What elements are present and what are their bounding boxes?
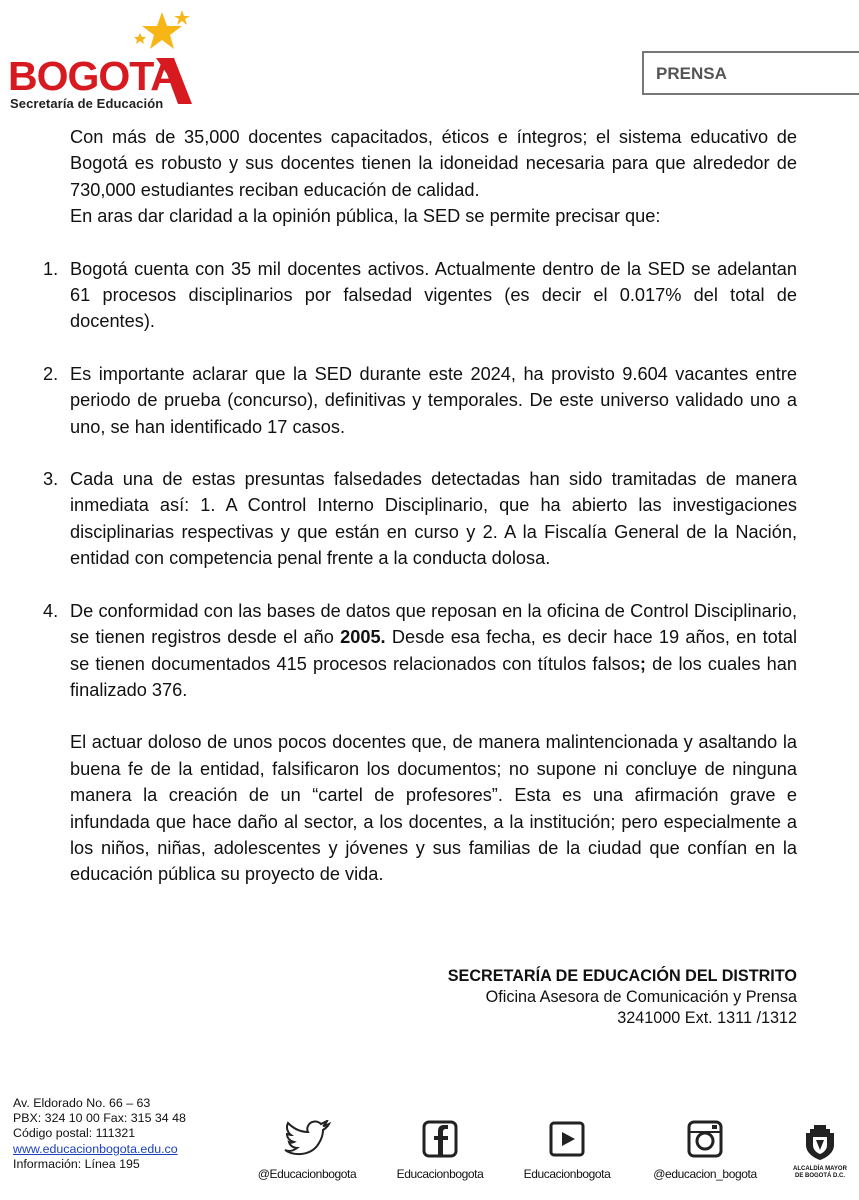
facebook-icon xyxy=(420,1120,460,1160)
instagram-icon xyxy=(685,1120,725,1160)
twitter-bird-icon xyxy=(279,1120,335,1160)
list-number: 2. xyxy=(43,363,59,384)
footer-phones: PBX: 324 10 00 Fax: 315 34 48 xyxy=(13,1111,186,1126)
social-label: @educacion_bogota xyxy=(653,1167,757,1181)
signature-block xyxy=(448,966,797,1029)
social-instagram[interactable] xyxy=(645,1120,765,1181)
footer-address: Av. Eldorado No. 66 – 63 xyxy=(13,1096,151,1110)
social-facebook[interactable] xyxy=(385,1120,495,1181)
signature-phone: 3241000 Ext. 1311 /1312 xyxy=(617,1009,797,1027)
intro-statement: En aras dar claridad a la opinión pública, la SED se permite precisar que: xyxy=(70,206,661,227)
social-label: Educacionbogota xyxy=(396,1167,484,1181)
list-item xyxy=(43,466,797,572)
section-label-box xyxy=(642,51,859,95)
bold-semicolon: ; xyxy=(639,653,646,674)
bogota-logo xyxy=(6,8,196,112)
signature-org: SECRETARÍA DE EDUCACIÓN DEL DISTRITO xyxy=(447,967,797,985)
list-item-text xyxy=(70,598,797,704)
crest-label: ALCALDÍA MAYOR xyxy=(793,1166,847,1172)
text-segment: De conformidad con las bases de datos que reposan en la oficina de Control Disciplinario, se tienen registros desde el año xyxy=(70,600,797,648)
footer-info: Información: Línea 195 xyxy=(13,1156,140,1171)
logo-wordmark: BOGOTA xyxy=(8,53,179,99)
list-number: 4. xyxy=(43,600,59,621)
list-number: 3. xyxy=(43,469,59,490)
logo-subtitle: Secretaría de Educación xyxy=(10,96,164,111)
social-label: @Educacionbogota xyxy=(257,1167,357,1181)
footer-website-link[interactable]: www.educacionbogota.edu.co xyxy=(13,1141,178,1156)
footer-postal: Código postal: 111321 xyxy=(13,1126,136,1141)
list-item xyxy=(43,256,797,335)
bold-year: 2005. xyxy=(340,627,386,648)
list-item-text: Es importante aclarar que la SED durante este 2024, ha provisto 9.604 vacantes entre periodo de prueba (concurso), definitivas y temporales. De este universo validado uno a uno, se han identificado 17 casos. xyxy=(70,363,797,437)
list-item xyxy=(43,361,797,440)
intro-paragraph: Con más de 35,000 docentes capacitados, éticos e íntegros; el sistema educativo de Bogotá es robusto y sus docentes tienen la idoneidad necesaria para que alrededor de 730,000 estudiantes reciban educación de calidad. xyxy=(70,127,797,200)
social-youtube[interactable] xyxy=(512,1120,622,1181)
social-label: Educacionbogota xyxy=(523,1167,611,1181)
alcaldia-crest xyxy=(790,1123,850,1180)
list-item xyxy=(43,598,797,704)
press-release-body xyxy=(43,124,797,888)
crest-label: DE BOGOTÁ D.C. xyxy=(794,1173,845,1179)
text-segment: Desde esa fecha, es decir hace 19 años, en total se tienen documentados 415 procesos relacionados con títulos falsos xyxy=(70,627,797,674)
closing-paragraph: El actuar doloso de unos pocos docentes que, de manera malintencionada y asaltando la buena fe de la entidad, falsificaron los documentos; no supone ni concluye de ninguna manera la creación de un “cartel de profesores”. Esta es una afirmación grave e infundada que hace daño al sector, a los docentes, a la institución; pero especialmente a los niños, niñas, adolescentes y jóvenes y sus familias de la ciudad que confían en la educación pública su proyecto de vida. xyxy=(70,732,797,885)
text-segment: de los cuales han finalizado 376. xyxy=(70,653,797,700)
list-item-text: Cada una de estas presuntas falsedades detectadas han sido tramitadas de manera inmediata así: 1. A Control Interno Disciplinario, que ha abierto las investigaciones disciplinarias respectivas y que están en curso y 2. A la Fiscalía General de la Nación, entidad con competencia penal frente a la conducta dolosa. xyxy=(70,469,797,569)
coat-of-arms-icon xyxy=(804,1123,836,1161)
youtube-icon xyxy=(547,1120,587,1160)
list-number: 1. xyxy=(43,258,59,279)
social-twitter[interactable] xyxy=(252,1120,362,1181)
list-item-text: Bogotá cuenta con 35 mil docentes activos. Actualmente dentro de la SED se adelantan 61 procesos disciplinarios por falsedad vigentes (es decir el 0.017% del total de docentes). xyxy=(70,258,797,332)
section-label: PRENSA xyxy=(656,64,727,83)
footer-contact xyxy=(13,1096,186,1172)
signature-office: Oficina Asesora de Comunicación y Prensa xyxy=(485,988,797,1006)
